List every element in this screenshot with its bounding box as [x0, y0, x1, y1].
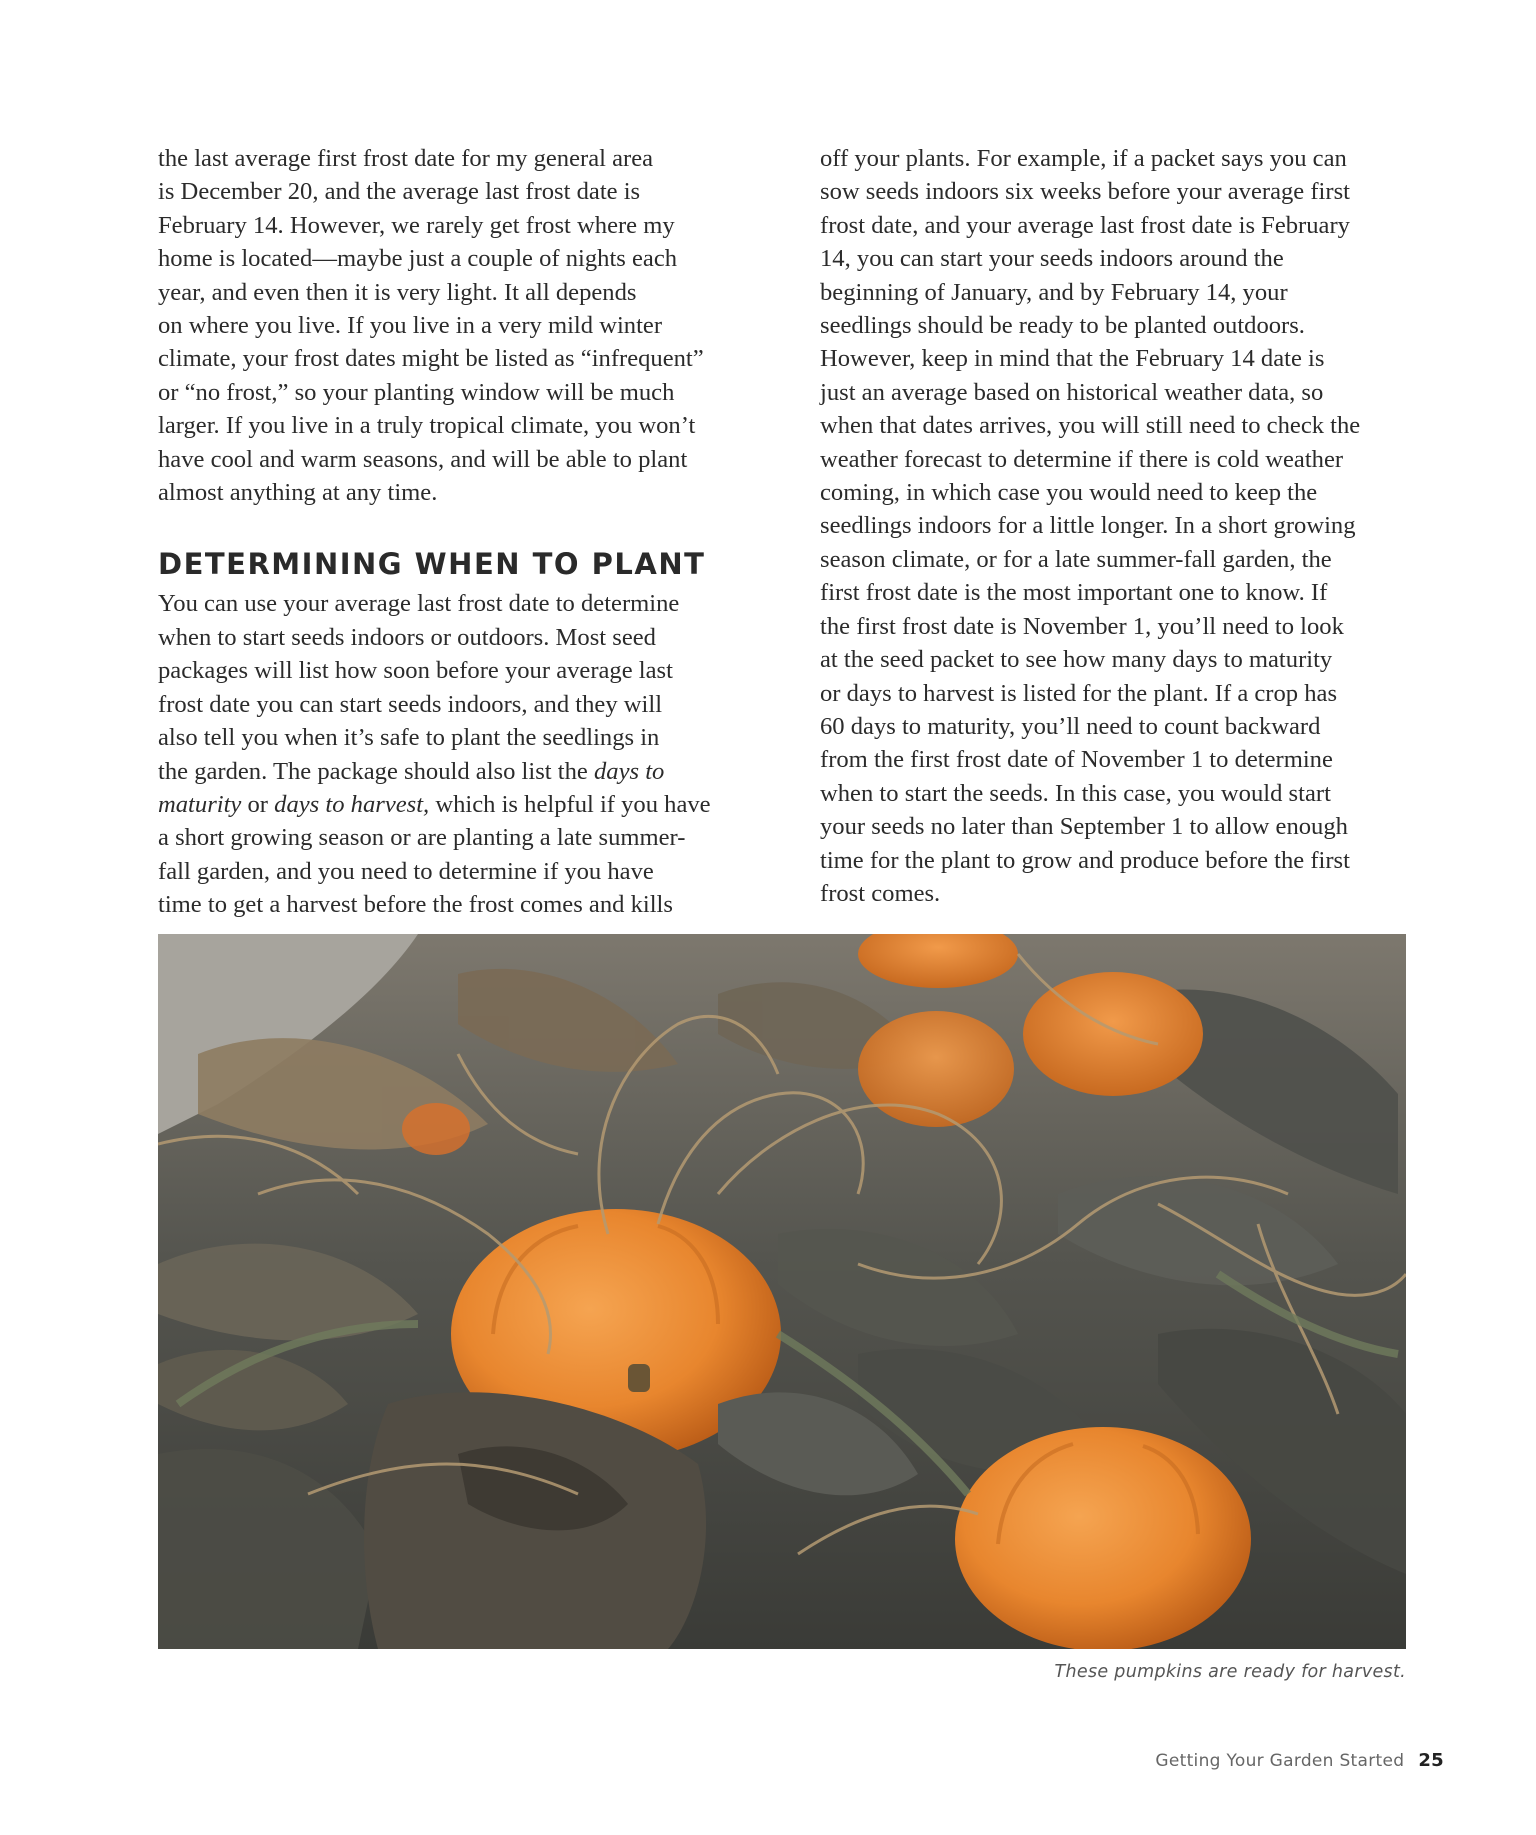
- text-line: coming, in which case you would need to keep the: [820, 479, 1318, 507]
- body-paragraph: [158, 587, 750, 921]
- italic-term: days to: [593, 757, 665, 785]
- text-line: beginning of January, and by February 14, your: [820, 278, 1288, 306]
- text-line: when to start seeds indoors or outdoors. Most seed: [158, 623, 656, 651]
- text-line: from the first frost date of November 1 to determine: [820, 746, 1333, 774]
- text-line: You can use your average last frost date to determine: [158, 590, 680, 618]
- text-line: just an average based on historical weather data, so: [820, 378, 1324, 406]
- text-line: packages will list how soon before your average last: [158, 657, 673, 685]
- text-line: frost date you can start seeds indoors, and they will: [158, 690, 663, 718]
- page-number: 25: [1418, 1750, 1444, 1771]
- pumpkin-illustration: [158, 934, 1406, 1649]
- text-line: at the seed packet to see how many days to maturity: [820, 646, 1333, 674]
- text-line: 60 days to maturity, you’ll need to count backward: [820, 712, 1321, 740]
- text-line: first frost date is the most important one to know. If: [820, 579, 1328, 607]
- text-line: seedlings should be ready to be planted outdoors.: [820, 312, 1305, 340]
- text-line: home is located—maybe just a couple of nights each: [158, 245, 678, 273]
- page-footer: [1155, 1750, 1444, 1771]
- right-column: [820, 142, 1412, 910]
- section-heading: DETERMINING WHEN TO PLANT: [158, 547, 706, 582]
- text-line: when that dates arrives, you will still need to check the: [820, 412, 1361, 440]
- text-line: larger. If you live in a truly tropical climate, you won’t: [158, 412, 696, 440]
- intro-paragraph: [158, 142, 750, 509]
- text-line: weather forecast to determine if there is cold weather: [820, 445, 1344, 473]
- text-line: or days to harvest is listed for the plant. If a crop has: [820, 679, 1338, 707]
- text-line: February 14. However, we rarely get frost where my: [158, 211, 675, 239]
- text-line: off your plants. For example, if a packet says you can: [820, 145, 1347, 172]
- left-column: [158, 142, 750, 922]
- text-line: climate, your frost dates might be listed as “infrequent”: [158, 345, 704, 373]
- text-line: year, and even then it is very light. It all depends: [158, 278, 637, 306]
- text-line: time to get a harvest before the frost comes and kills: [158, 891, 673, 919]
- text-line: also tell you when it’s safe to plant the seedlings in: [158, 724, 660, 752]
- pumpkin-photo: [158, 934, 1406, 1649]
- body-paragraph-continued: [820, 142, 1412, 910]
- text-line: fall garden, and you need to determine if you have: [158, 857, 654, 885]
- italic-term: days to harvest,: [274, 790, 430, 818]
- text-line: have cool and warm seasons, and will be able to plant: [158, 445, 688, 473]
- text-line: seedlings indoors for a little longer. In a short growing: [820, 512, 1356, 540]
- italic-term: maturity: [158, 790, 242, 818]
- text-line: your seeds no later than September 1 to allow enough: [820, 813, 1348, 841]
- text-line: season climate, or for a late summer-fall garden, the: [820, 545, 1332, 573]
- text-line: [158, 788, 750, 821]
- text-line: on where you live. If you live in a very mild winter: [158, 312, 663, 340]
- text-line: when to start the seeds. In this case, you would start: [820, 779, 1331, 807]
- text-line: frost comes.: [820, 879, 941, 907]
- text-run: which is helpful if you have: [429, 790, 711, 818]
- text-run: or: [241, 790, 275, 818]
- text-line: [158, 755, 750, 788]
- text-line: a short growing season or are planting a late summer-: [158, 824, 686, 852]
- text-line: the last average first frost date for my general area: [158, 145, 654, 172]
- text-line: is December 20, and the average last frost date is: [158, 178, 641, 206]
- text-line: the first frost date is November 1, you’ll need to look: [820, 612, 1344, 640]
- text-run: the garden. The package should also list the: [158, 757, 594, 785]
- text-line: or “no frost,” so your planting window will be much: [158, 378, 675, 406]
- running-footer-title: Getting Your Garden Started: [1155, 1751, 1405, 1771]
- text-line: sow seeds indoors six weeks before your average first: [820, 178, 1350, 206]
- text-line: However, keep in mind that the February 14 date is: [820, 345, 1325, 373]
- text-line: 14, you can start your seeds indoors around the: [820, 245, 1284, 273]
- text-line: almost anything at any time.: [158, 479, 438, 507]
- photo-caption: These pumpkins are ready for harvest.: [1054, 1662, 1406, 1682]
- text-line: frost date, and your average last frost date is February: [820, 211, 1350, 239]
- text-line: time for the plant to grow and produce before the first: [820, 846, 1350, 874]
- front-pumpkin-right: [955, 1427, 1251, 1649]
